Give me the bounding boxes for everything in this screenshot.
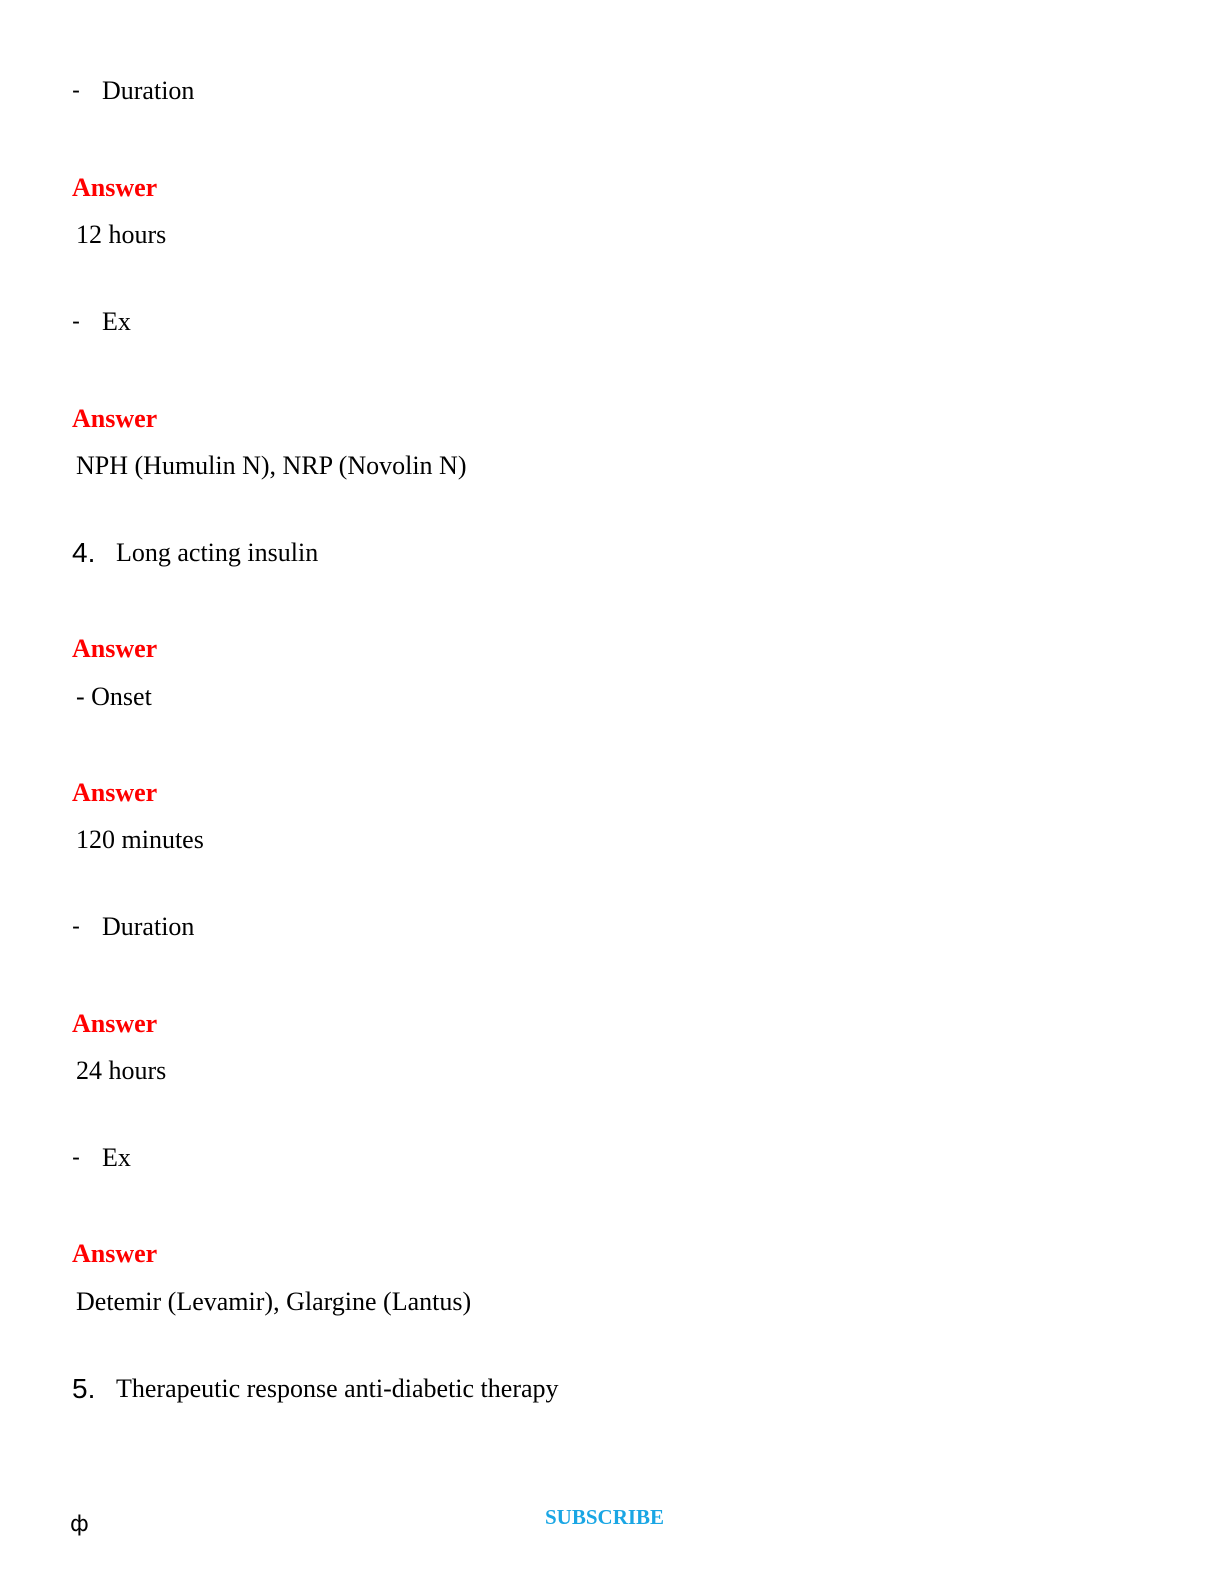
list-item-text: Ex [102,1143,131,1172]
dash-bullet: - [72,308,80,335]
answer-label: Answer [72,634,158,663]
footer-symbol: ф [70,1512,89,1537]
answer-text: Detemir (Levamir), Glargine (Lantus) [76,1287,472,1316]
item-number: 5. [72,1373,96,1404]
list-item-text: Duration [102,76,195,105]
list-item-text: Ex [102,307,131,336]
subscribe-link[interactable]: SUBSCRIBE [545,1505,665,1529]
numbered-item-text: Long acting insulin [116,538,319,567]
numbered-item-text: Therapeutic response anti-diabetic therapy [116,1374,559,1403]
answer-text: - Onset [76,682,152,711]
answer-text: NPH (Humulin N), NRP (Novolin N) [76,451,467,480]
dash-bullet: - [72,1144,80,1171]
list-item-text: Duration [102,912,195,941]
answer-label: Answer [72,1239,158,1268]
answer-text: 24 hours [76,1056,167,1085]
dash-bullet: - [72,913,80,940]
item-number: 4. [72,537,96,568]
answer-label: Answer [72,1009,158,1038]
answer-label: Answer [72,173,158,202]
answer-text: 120 minutes [76,825,204,854]
answer-label: Answer [72,404,158,433]
dash-bullet: - [72,77,80,104]
answer-text: 12 hours [76,220,167,249]
answer-label: Answer [72,778,158,807]
